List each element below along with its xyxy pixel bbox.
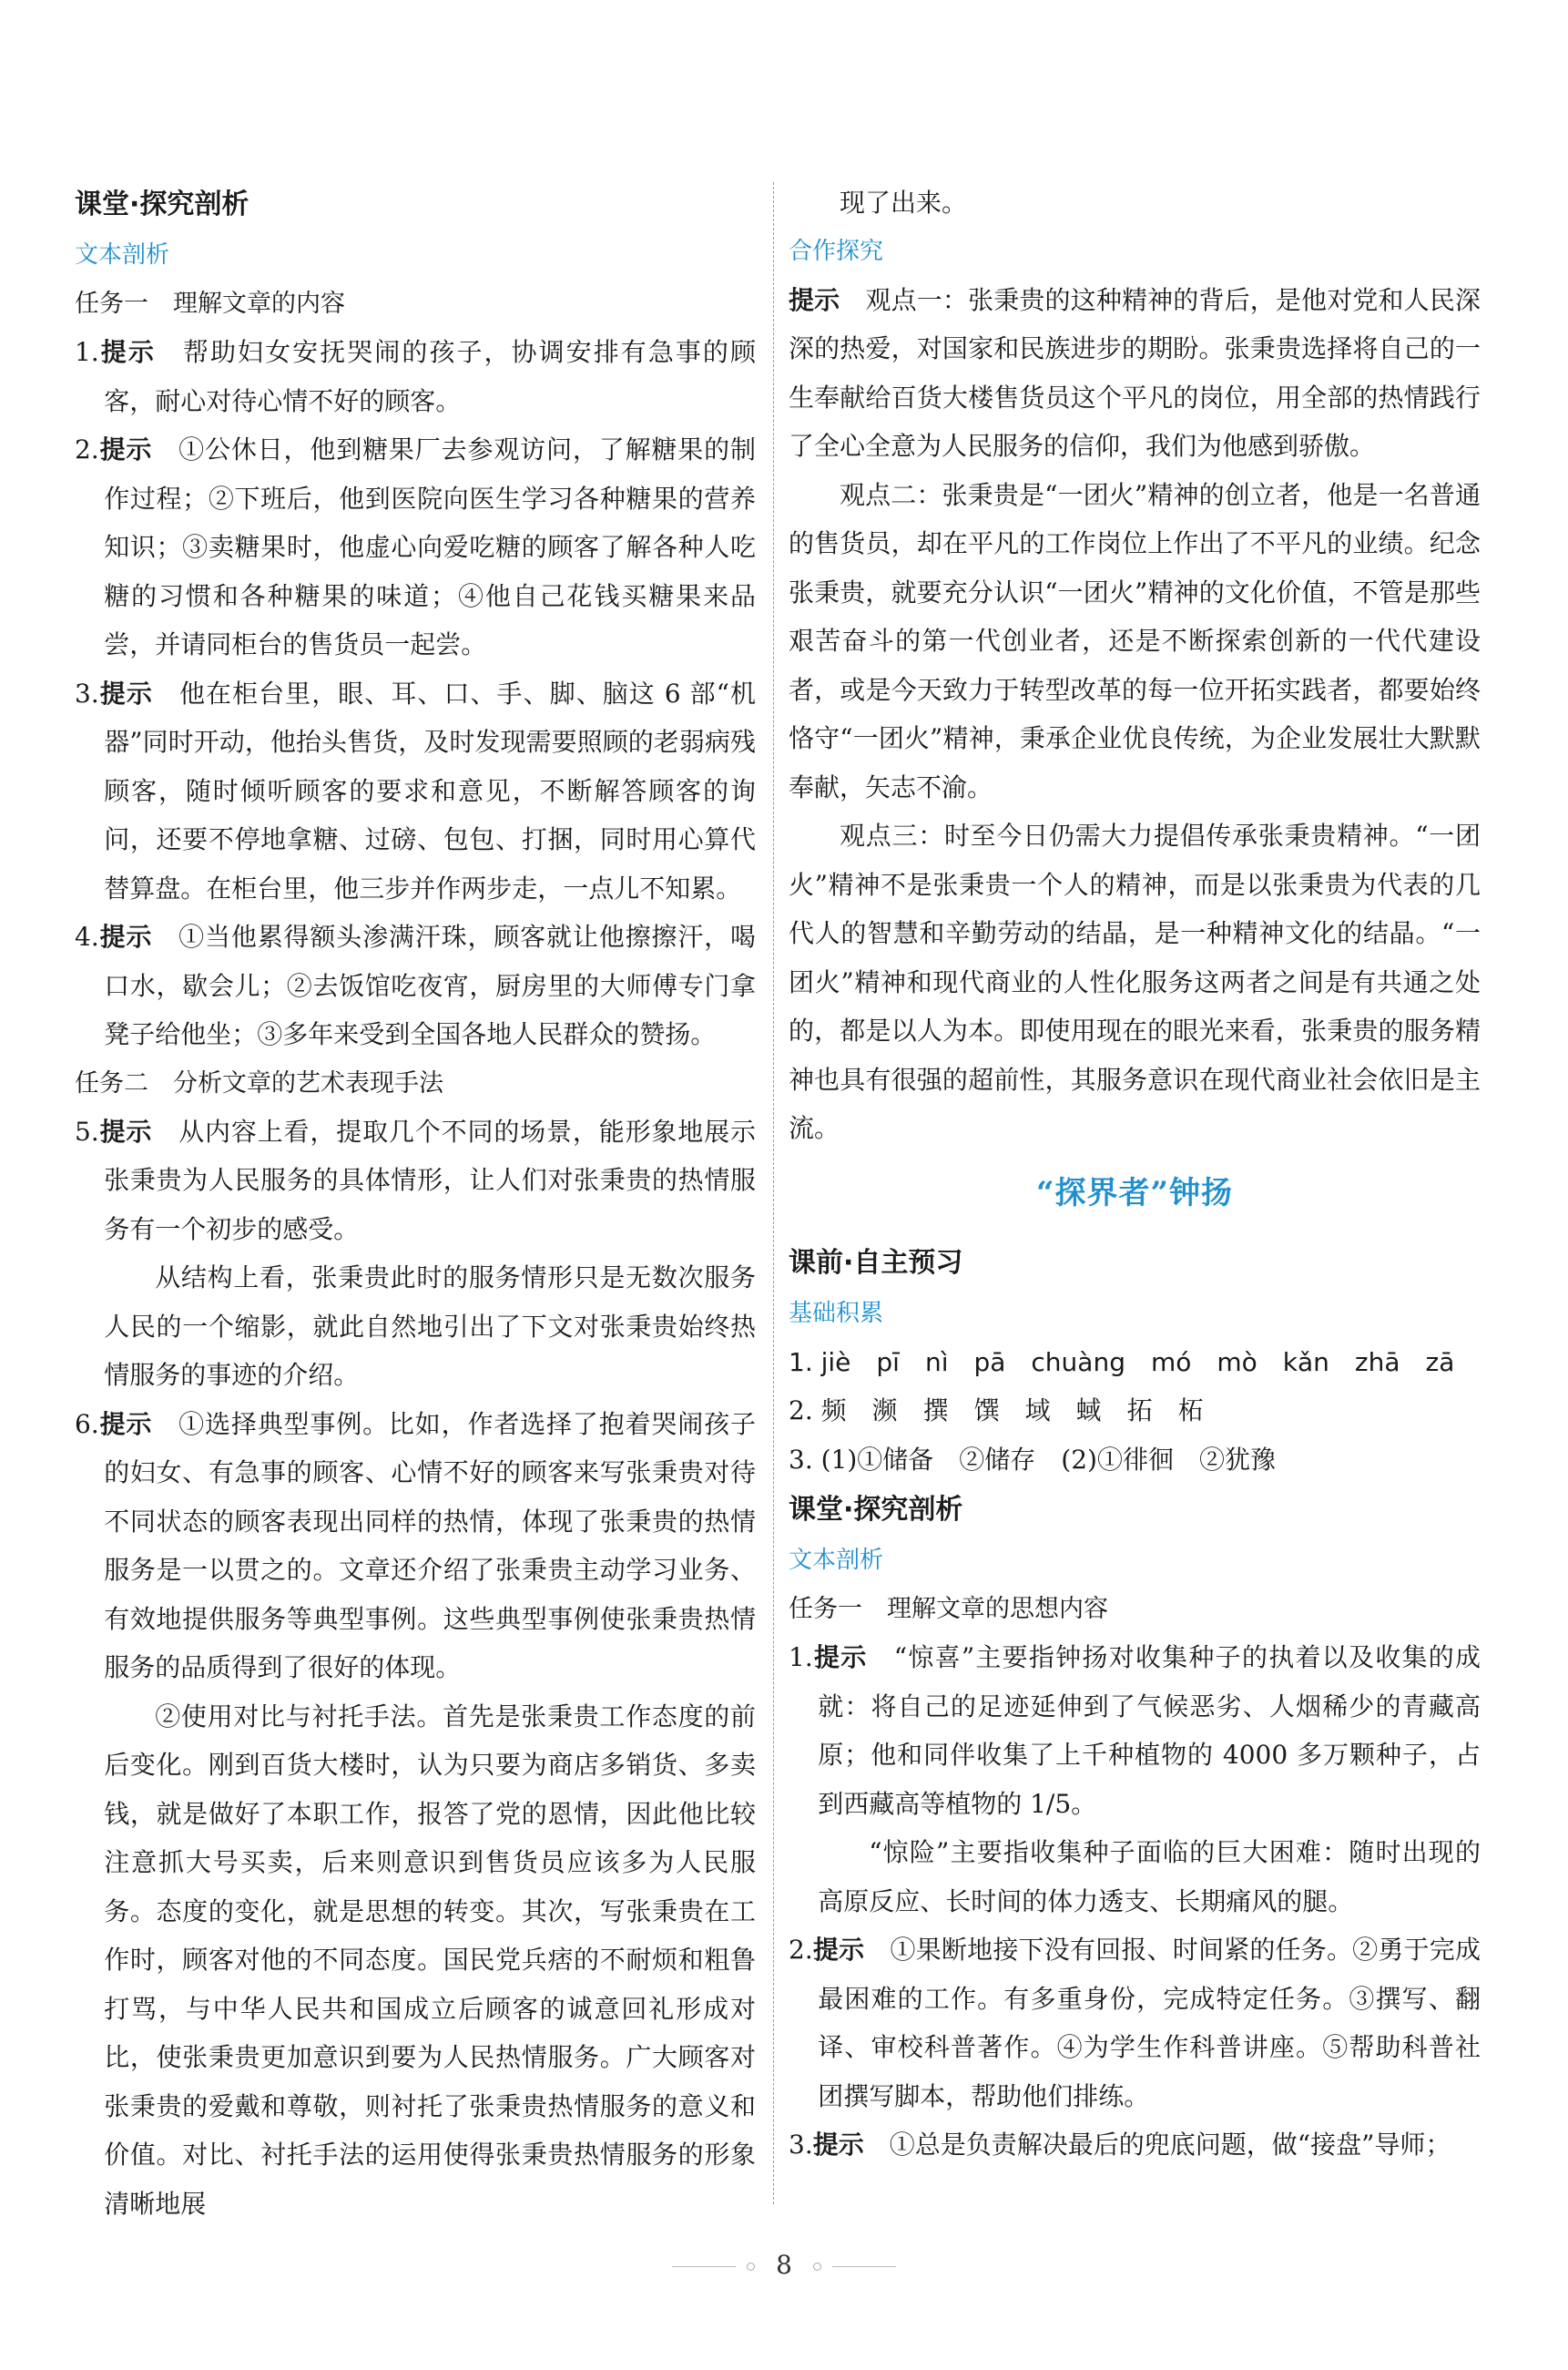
answer-r2: 2.提示 ①果断地接下没有回报、时间紧的任务。②勇于完成最困难的工作。有多重身份，完成特定任务。③撰写、翻译、审校科普著作。④为学生作科普讲座。⑤帮助科普社团撰写脚本，帮助他们排练。	[789, 1935, 1481, 2111]
basic-answer-2: 2. 频 濒 撰 馔 域 蜮 拓 柘	[789, 1395, 1204, 1425]
lesson-title: “探界者”钟扬	[1035, 1174, 1234, 1211]
viewpoint-1: 提示 观点一：张秉贵的这种精神的背后，是他对党和人民深深的热爱，对国家和民族进步的期盼。张秉贵选择将自己的一生奉献给百货大楼售货员这个平凡的岗位，用全部的热情践行了全心全意为人民服务的信仰，我们为他感到骄傲。	[789, 284, 1481, 461]
answer-item-1: 1.提示 帮助妇女安抚哭闹的孩子，协调安排有急事的顾客，耐心对待心情不好的顾客。	[75, 337, 756, 416]
answer-item-4: 4.提示 ①当他累得额头渗满汗珠，顾客就让他擦擦汗，喝口水，歇会儿；②去饭馆吃夜宵，厨房里的大师傅专门拿凳子给他坐；③多年来受到全国各地人民群众的赞扬。	[75, 922, 756, 1049]
answer-r1-continued: “惊险”主要指收集种子面临的巨大困难：随时出现的高原反应、长时间的体力透支、长期痛风的腿。	[818, 1837, 1481, 1916]
answer-item-5-continued: 从结构上看，张秉贵此时的服务情形只是无数次服务人民的一个缩影，就此自然地引出了下文对张秉贵始终热情服务的事迹的介绍。	[104, 1262, 756, 1390]
answer-item-5: 5.提示 从内容上看，提取几个不同的场景，能形象地展示张秉贵为人民服务的具体情形，让人们对张秉贵的热情服务有一个初步的感受。	[75, 1116, 756, 1244]
basic-answer-3: 3. (1)①储备 ②储存 (2)①徘徊 ②犹豫	[789, 1444, 1276, 1475]
footer-ornament-left	[672, 2266, 736, 2267]
viewpoint-2: 观点二：张秉贵是“一团火”精神的创立者，他是一名普通的售货员，却在平凡的工作岗位上作出了不平凡的业绩。纪念张秉贵，就要充分认识“一团火”精神的文化价值，不管是那些艰苦奋斗的第一代创业者，还是不断探索创新的一代代建设者，或是今天致力于转型改革的每一位开拓实践者，都要始终恪守“一团火”精神，秉承企业优良传统，为企业发展壮大默默奉献，矢志不渝。	[789, 479, 1481, 802]
subsection-text-analysis-2: 文本剖析	[789, 1547, 884, 1574]
answer-r3: 3.提示 ①总是负责解决最后的兜底问题，做“接盘”导师；	[789, 2130, 1451, 2160]
answer-item-2: 2.提示 ①公休日，他到糖果厂去参观访问，了解糖果的制作过程；②下班后，他到医院向医生学习各种糖果的营养知识；③卖糖果时，他虚心向爱吃糖的顾客了解各种人吃糖的习惯和各种糖果的味道；④他自己花钱买糖果来品尝，并请同柜台的售货员一起尝。	[75, 434, 756, 659]
answer-item-6: 6.提示 ①选择典型事例。比如，作者选择了抱着哭闹孩子的妇女、有急事的顾客、心情不好的顾客来写张秉贵对待不同状态的顾客表现出同样的热情，体现了张秉贵的热情服务是一以贯之的。文章还介绍了张秉贵主动学习业务、有效地提供服务等典型事例。这些典型事例使张秉贵热情服务的品质得到了很好的体现。	[75, 1408, 756, 1682]
subsection-text-analysis: 文本剖析	[75, 241, 170, 269]
right-column	[789, 179, 1481, 2170]
left-column	[75, 179, 756, 2228]
section-heading-classroom-2: 课堂·探究剖析	[789, 1494, 963, 1526]
answer-item-3: 3.提示 他在柜台里，眼、耳、口、手、脚、脑这 6 部“机器”同时开动，他抬头售货，及时发现需要照顾的老弱病残顾客，随时倾听顾客的要求和意见，不断解答顾客的询问，还要不停地拿糖、过磅、包包、打捆，同时用心算代替算盘。在柜台里，他三步并作两步走，一点儿不知累。	[75, 678, 756, 904]
viewpoint-3: 观点三：时至今日仍需大力提倡传承张秉贵精神。“一团火”精神不是张秉贵一个人的精神，而是以张秉贵为代表的几代人的智慧和辛勤劳动的结晶，是一种精神文化的结晶。“一团火”精神和现代商业的人性化服务这两者之间是有共通之处的，都是以人为本。即使用现在的眼光来看，张秉贵的服务精神也具有很强的超前性，其服务意识在现代商业社会依旧是主流。	[789, 821, 1481, 1143]
task-one-heading-2: 任务一 理解文章的思想内容	[789, 1595, 1108, 1623]
column-divider	[773, 182, 774, 2204]
section-heading-preview: 课前·自主预习	[789, 1246, 963, 1279]
section-heading-classroom: 课堂·探究剖析	[75, 189, 249, 220]
page-number: 8	[776, 2250, 792, 2280]
footer-ornament-right	[832, 2266, 896, 2267]
subsection-cooperative-inquiry: 合作探究	[789, 237, 884, 265]
answer-r1: 1.提示 “惊喜”主要指钟扬对收集种子的执着以及收集的成就：将自己的足迹延伸到了气候恶劣、人烟稀少的青藏高原；他和同伴收集了上千种植物的 4000 多万颗种子，占到西藏高等植物的 1/5。	[789, 1642, 1481, 1819]
task-two-heading: 任务二 分析文章的艺术表现手法	[75, 1068, 443, 1098]
footer-dot-left	[747, 2263, 755, 2271]
page-footer	[0, 2250, 1568, 2280]
footer-dot-right	[813, 2263, 821, 2271]
answer-item-6-continued: ②使用对比与衬托手法。首先是张秉贵工作态度的前后变化。刚到百货大楼时，认为只要为商店多销货、多卖钱，就是做好了本职工作，报答了党的恩情，因此他比较注意抓大号买卖，后来则意识到售货员应该多为人民服务。态度的变化，就是思想的转变。其次，写张秉贵在工作时，顾客对他的不同态度。国民党兵痞的不耐烦和粗鲁打骂，与中华人民共和国成立后顾客的诚意回礼形成对比，使张秉贵更加意识到要为人民热情服务。广大顾客对张秉贵的爱戴和尊敬，则衬托了张秉贵热情服务的意义和价值。对比、衬托手法的运用使得张秉贵热情服务的形象清晰地展	[104, 1701, 756, 2219]
continued-text: 现了出来。	[840, 188, 968, 218]
subsection-basic-accumulation: 基础积累	[789, 1299, 884, 1327]
task-one-heading: 任务一 理解文章的内容	[75, 290, 345, 318]
basic-answer-1: 1. jiè pī nì pā chuàng mó mò kǎn zhā zā	[789, 1346, 1455, 1377]
